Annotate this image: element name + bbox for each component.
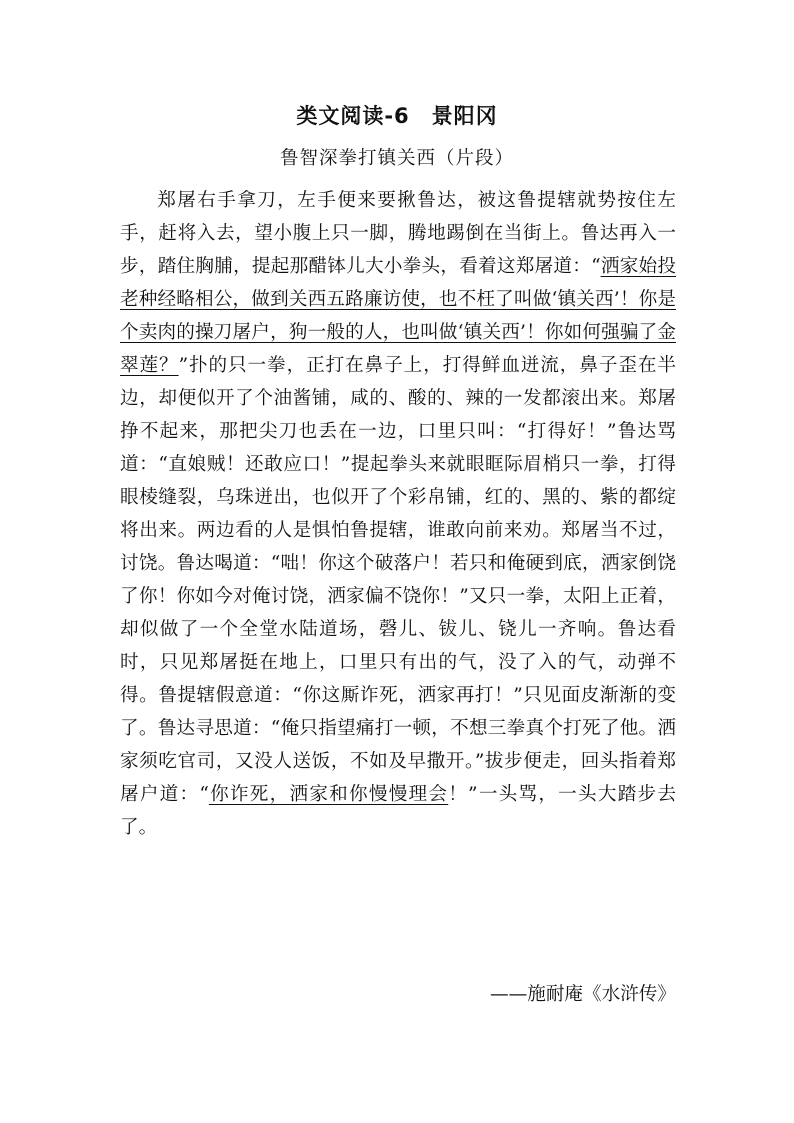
- page-title: 类文阅读-6 景阳冈: [296, 104, 498, 128]
- passage-paragraph: [120, 184, 676, 844]
- underlined-text: 洒家始投老种经略相公，做到关西五路廉访使，也不枉了叫做‘镇关西’！你是个卖肉的操刀屠户，狗一般的人，也叫做‘镇关西’！你如何强骗了金翠莲？: [120, 256, 676, 376]
- text-segment: 郑屠右手拿刀，左手便来要揪鲁达，被这鲁提辖就势按住左手，赶将入去，望小腹上只一脚，腾地踢倒在当街上。鲁达再入一步，踏住胸脯，提起那醋钵儿大小拳头，看着这郑屠道：“: [120, 190, 676, 277]
- text-segment: ！”一头骂，一头大踏步去了。: [120, 784, 676, 838]
- source-attribution: ——施耐庵《水浒传》: [490, 984, 676, 1005]
- underlined-text: 你诈死，洒家和你慢慢理会: [208, 784, 449, 805]
- text-segment: ”扑的只一拳，正打在鼻子上，打得鲜血迸流，鼻子歪在半边，却便似开了个油酱铺，咸的、酸的、辣的一发都滚出来。郑屠挣不起来，那把尖刀也丢在一边，口里只叫：“打得好！”鲁达骂道：“直娘贼！还敢应口！”提起拳头来就眼眶际眉梢只一拳，打得眼棱缝裂，乌珠迸出，也似开了个彩帛铺，红的、黑的、紫的都绽将出来。两边看的人是惧怕鲁提辖，谁敢向前来劝。郑屠当不过，讨饶。鲁达喝道：“咄！你这个破落户！若只和俺硬到底，洒家倒饶了你！你如今对俺讨饶，洒家偏不饶你！”又只一拳，太阳上正着，却似做了一个全堂水陆道场，磬儿、钹儿、铙儿一齐响。鲁达看时，只见郑屠挺在地上，口里只有出的气，没了入的气，动弹不得。鲁提辖假意道：“你这厮诈死，洒家再打！”只见面皮渐渐的变了。鲁达寻思道：“俺只指望痛打一顿，不想三拳真个打死了他。洒家须吃官司，又没人送饭，不如及早撒开。”拔步便走，回头指着郑屠户道：“: [120, 355, 676, 805]
- passage-subtitle: 鲁智深拳打镇关西（片段）: [279, 148, 514, 169]
- passage-body: [120, 184, 676, 844]
